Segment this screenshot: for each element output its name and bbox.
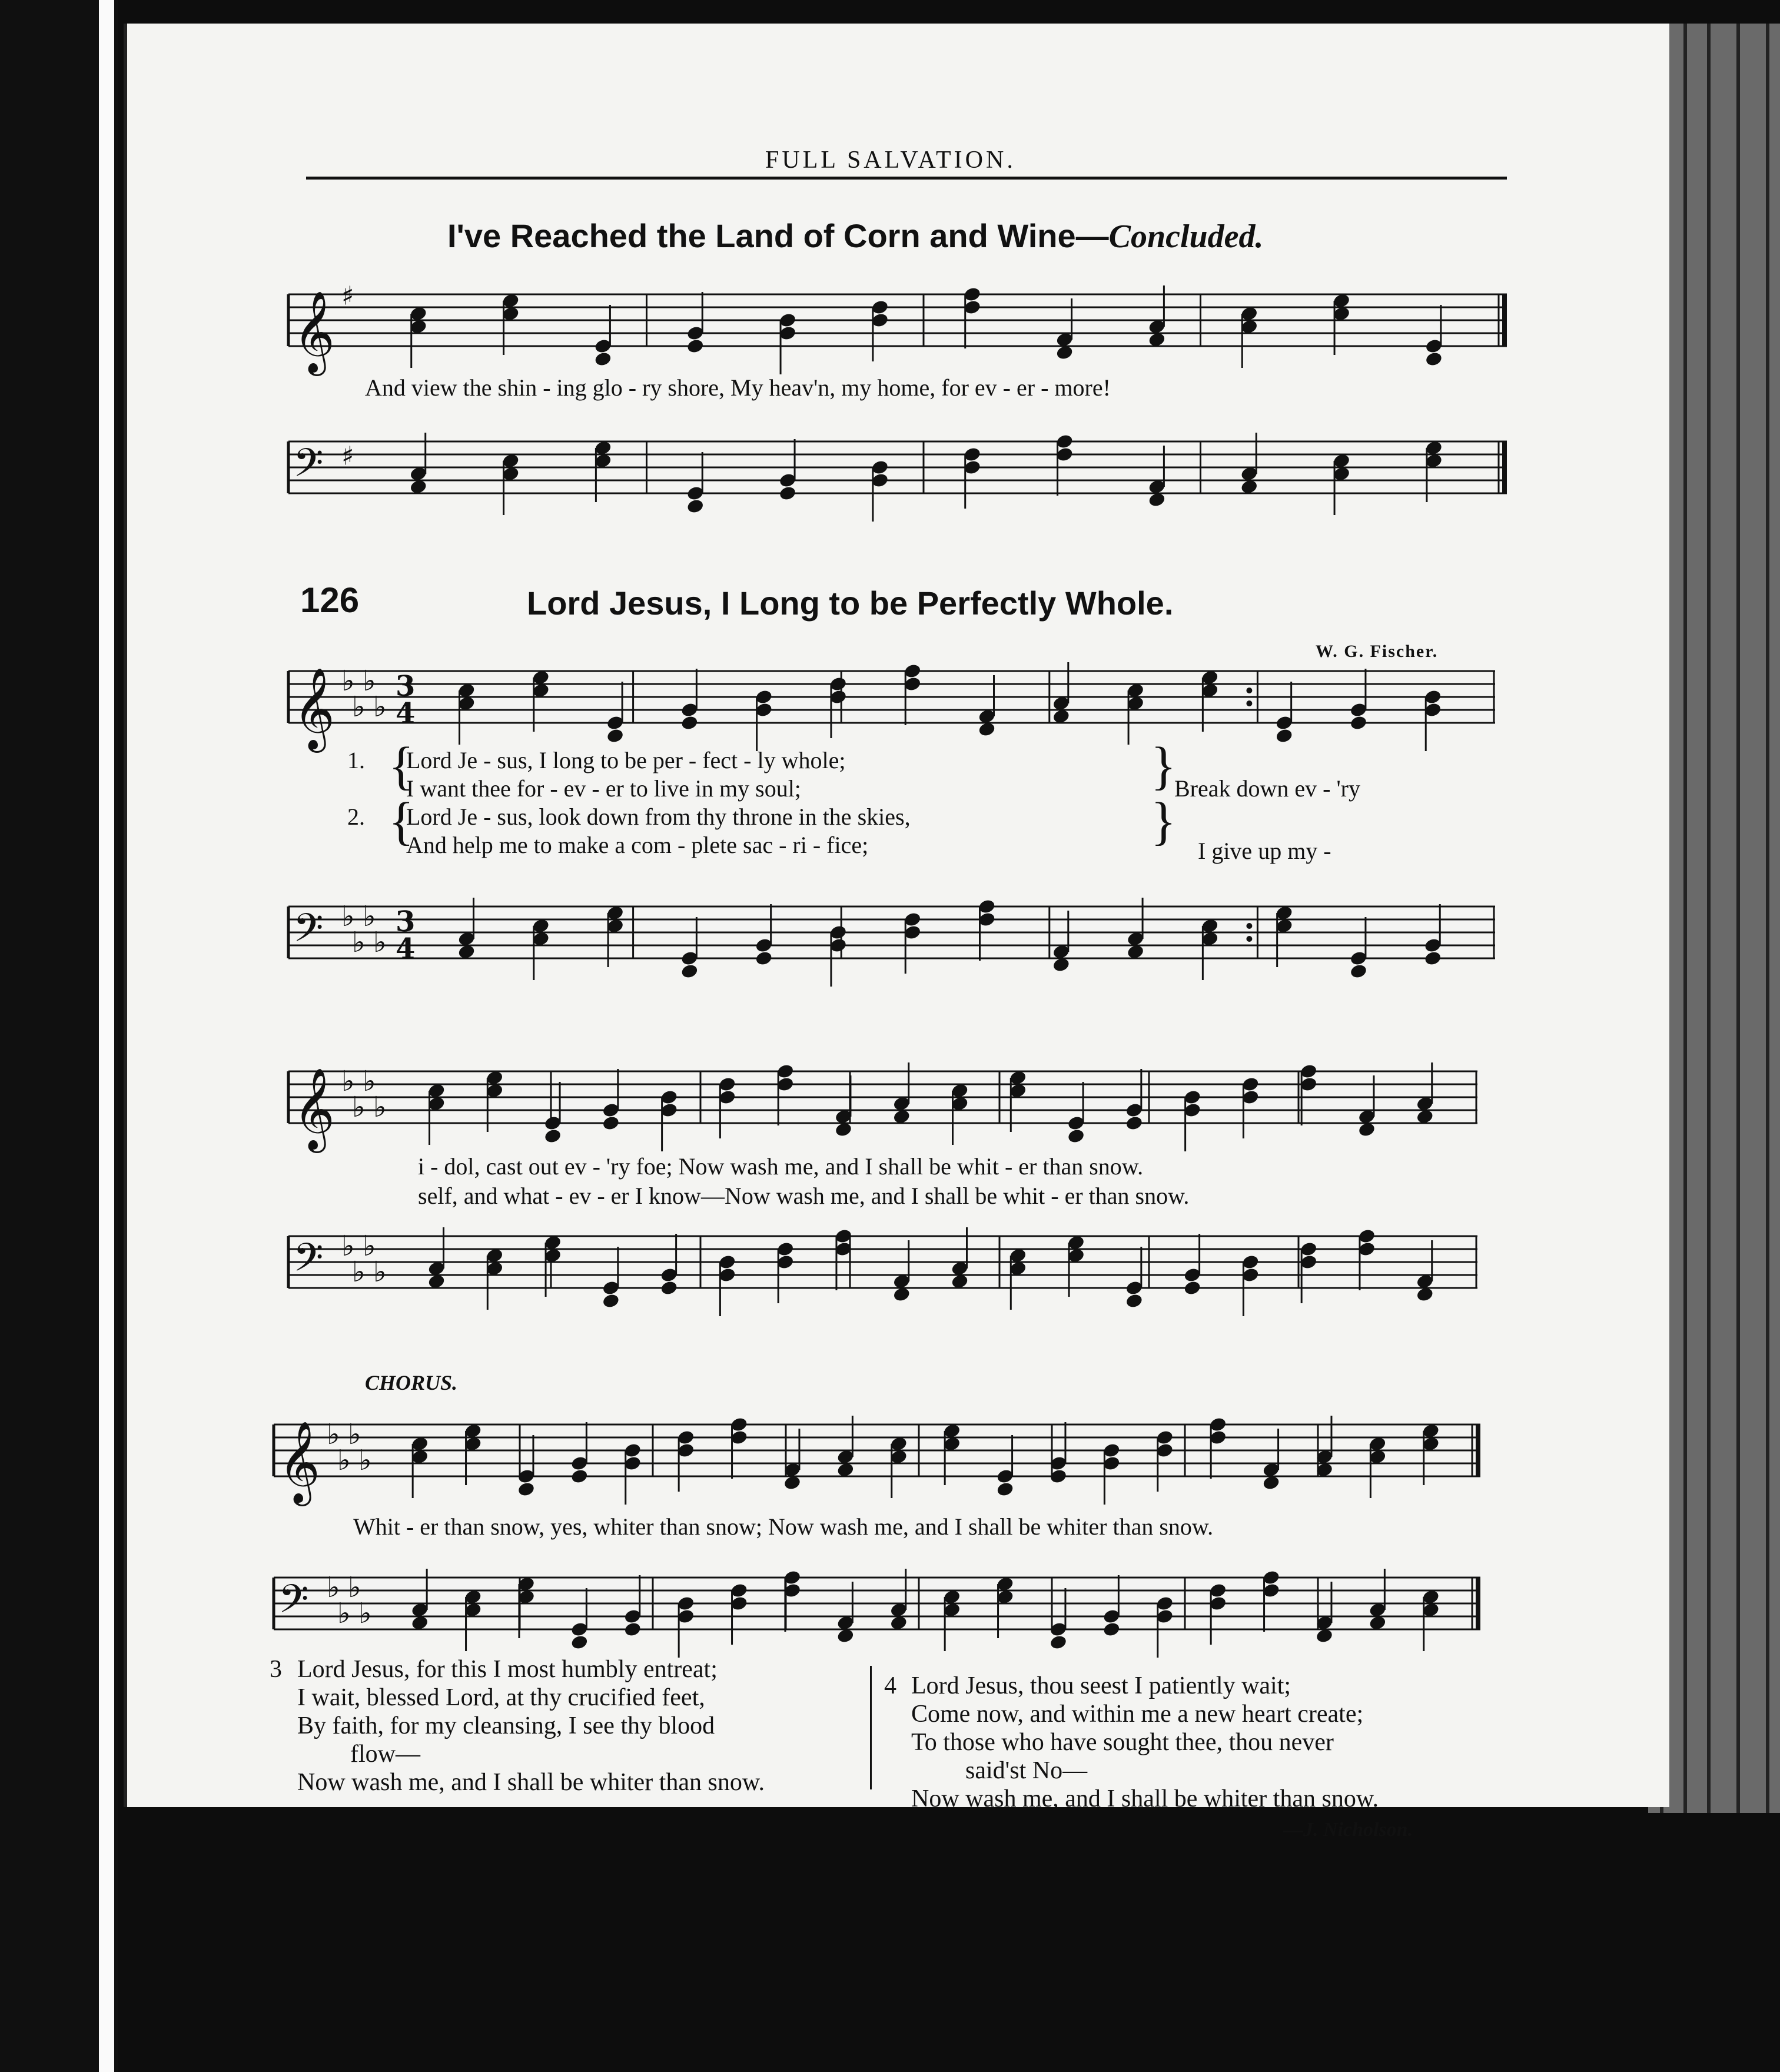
- flat-icon: ♭: [327, 1571, 340, 1604]
- stanza-3-line-3: By faith, for my cleansing, I see thy blood: [297, 1712, 715, 1739]
- chorus-label: CHORUS.: [365, 1371, 458, 1394]
- system1-bass-staff: [288, 901, 1495, 971]
- flat-icon: ♭: [363, 665, 376, 698]
- system2-bass-staff: [288, 1230, 1477, 1301]
- bass-clef-icon: 𝄢: [293, 905, 324, 960]
- verse-number-1: 1.: [347, 747, 365, 773]
- note-head: [680, 715, 699, 731]
- note-head: [755, 950, 773, 967]
- system2-lyric-verse1: i - dol, cast out ev - 'ry foe; Now wash me, and I shall be whit - er than snow.: [418, 1153, 1144, 1180]
- verse-line-1: Lord Je - sus, I long to be per - fect - ly whole;: [406, 747, 846, 773]
- stanza-4-line-3: To those who have sought thee, thou never: [911, 1729, 1334, 1756]
- stanza-3-number: 3: [270, 1656, 282, 1683]
- bass-clef-icon: 𝄢: [278, 1576, 309, 1631]
- sharp-icon: ♯: [341, 281, 354, 311]
- note-head: [660, 1280, 678, 1296]
- flat-icon: ♭: [373, 690, 387, 723]
- flat-icon: ♭: [341, 1230, 355, 1263]
- flat-icon: ♭: [352, 1091, 366, 1124]
- note-head: [778, 485, 796, 502]
- repeat-dot: [1246, 923, 1252, 929]
- prev-hymn-bass-staff: [288, 436, 1507, 506]
- binding-strip: [99, 0, 114, 2072]
- sharp-icon: ♯: [341, 441, 354, 471]
- note-head: [1349, 715, 1367, 731]
- flat-icon: ♭: [373, 1256, 387, 1289]
- running-head: FULL SALVATION.: [765, 147, 1016, 174]
- treble-clef-icon: 𝄞: [293, 1068, 335, 1150]
- flat-icon: ♭: [363, 1230, 376, 1263]
- continuation-verse-2: I give up my -: [1198, 838, 1331, 864]
- stanza-3-line-5: Now wash me, and I shall be whiter than snow.: [297, 1769, 765, 1796]
- prev-hymn-lyric: And view the shin - ing glo - ry shore, My heav'n, my home, for ev - er - more!: [365, 374, 1111, 401]
- prev-hymn-title-text: I've Reached the Land of Corn and Wine—: [447, 217, 1109, 254]
- treble-clef-icon: 𝄞: [278, 1421, 320, 1503]
- flat-icon: ♭: [363, 1065, 376, 1098]
- stanza-4-line-2: Come now, and within me a new heart create;: [911, 1701, 1364, 1728]
- brace-left-2: {: [388, 792, 414, 851]
- note-head: [1125, 1115, 1143, 1131]
- flat-icon: ♭: [327, 1418, 340, 1451]
- repeat-dot: [1246, 688, 1252, 693]
- verse-line-2: I want thee for - ev - er to live in my soul;: [406, 775, 801, 802]
- chorus-treble-staff: [274, 1418, 1480, 1503]
- chorus-lyric: Whit - er than snow, yes, whiter than snow; Now wash me, and I shall be whiter than snow.: [353, 1513, 1214, 1540]
- prev-hymn-title-suffix: Concluded.: [1108, 218, 1264, 255]
- flat-icon: ♭: [341, 665, 355, 698]
- stanza-4-line-5: Now wash me, and I shall be whiter than snow.: [911, 1785, 1379, 1812]
- flat-icon: ♭: [358, 1444, 372, 1477]
- stanza-4-line-1: Lord Jesus, thou seest I patiently wait;: [911, 1672, 1291, 1699]
- continuation-verse-1: Break down ev - 'ry: [1174, 775, 1360, 802]
- verse-number-2: 2.: [347, 803, 365, 830]
- note-head: [686, 338, 705, 354]
- brace-right-1: }: [1151, 737, 1177, 795]
- flat-icon: ♭: [373, 1091, 387, 1124]
- flat-icon: ♭: [352, 690, 366, 723]
- brace-right-2: }: [1151, 792, 1177, 851]
- brace-left-1: {: [388, 737, 414, 795]
- flat-icon: ♭: [348, 1571, 361, 1604]
- bass-clef-icon: 𝄢: [293, 1235, 324, 1290]
- prev-hymn-title: [447, 217, 1264, 255]
- treble-clef-icon: 𝄞: [293, 291, 335, 373]
- flat-icon: ♭: [337, 1444, 351, 1477]
- stanza-4-number: 4: [884, 1672, 896, 1699]
- note-head: [602, 1115, 620, 1131]
- flat-icon: ♭: [363, 900, 376, 933]
- note-head: [1183, 1280, 1201, 1296]
- prev-hymn-treble-staff: [288, 281, 1507, 373]
- system2-treble-staff: [288, 1065, 1477, 1150]
- flat-icon: ♭: [341, 1065, 355, 1098]
- note-head: [1424, 950, 1442, 967]
- stanza-3-line-1: Lord Jesus, for this I most humbly entreat;: [297, 1656, 718, 1683]
- repeat-dot: [1246, 936, 1252, 942]
- verse-line-3: Lord Je - sus, look down from thy throne in the skies,: [406, 803, 911, 830]
- flat-icon: ♭: [348, 1418, 361, 1451]
- flat-icon: ♭: [358, 1597, 372, 1630]
- flat-icon: ♭: [373, 926, 387, 959]
- chorus-bass-staff: [274, 1572, 1480, 1642]
- composer-credit: W. G. Fischer.: [1316, 642, 1439, 661]
- time-signature-bottom: 4: [396, 697, 416, 730]
- system1-treble-staff: [288, 665, 1495, 749]
- stanza-3-line-4: flow—: [350, 1741, 420, 1768]
- note-head: [1102, 1621, 1121, 1638]
- header-rule: [306, 177, 1507, 180]
- note-head: [570, 1468, 589, 1485]
- time-signature-top: 3: [396, 670, 416, 703]
- stanza-4-line-4: said'st No—: [965, 1757, 1088, 1784]
- note-head: [623, 1621, 642, 1638]
- flat-icon: ♭: [341, 900, 355, 933]
- hymn-number: 126: [300, 580, 360, 620]
- author-credit: —J. Nicholson.: [1283, 1819, 1413, 1841]
- bass-clef-icon: 𝄢: [293, 440, 324, 495]
- system2-lyric-verse2: self, and what - ev - er I know—Now wash me, and I shall be whit - er than snow.: [418, 1183, 1190, 1209]
- flat-icon: ♭: [352, 926, 366, 959]
- hymn-title: Lord Jesus, I Long to be Perfectly Whole.: [527, 585, 1174, 622]
- time-signature-top: 3: [396, 905, 416, 938]
- flat-icon: ♭: [352, 1256, 366, 1289]
- stanza-divider: [870, 1666, 872, 1789]
- repeat-dot: [1246, 700, 1252, 706]
- stanza-3-line-2: I wait, blessed Lord, at thy crucified feet,: [297, 1684, 705, 1711]
- treble-clef-icon: 𝄞: [293, 668, 335, 749]
- time-signature-bottom: 4: [396, 932, 416, 965]
- flat-icon: ♭: [337, 1597, 351, 1630]
- verse-line-4: And help me to make a com - plete sac - ri - fice;: [406, 832, 869, 858]
